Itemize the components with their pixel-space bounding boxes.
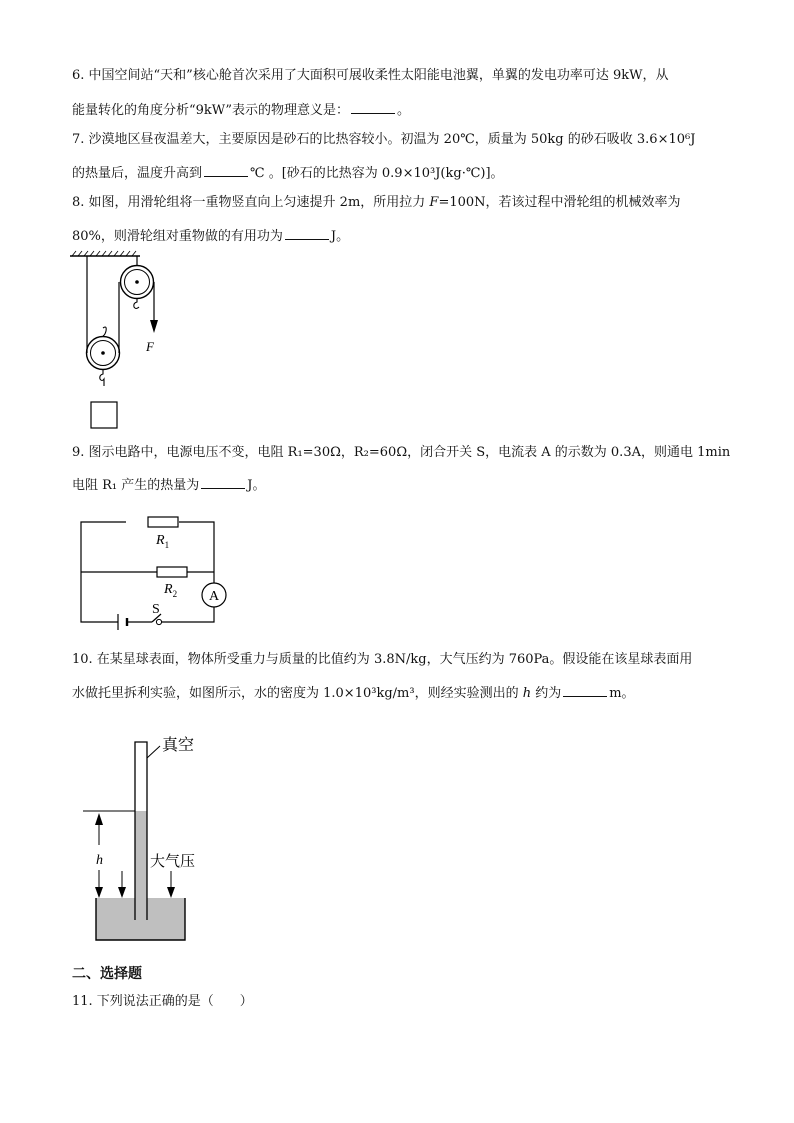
q10-end: m。 xyxy=(609,686,635,701)
pressure-arrow-right xyxy=(167,871,175,898)
r1-subscript: 1 xyxy=(164,540,170,550)
q6-line1: 6. 中国空间站“天和”核心舱首次采用了大面积可展收柔性太阳能电池翼，单翼的发电功率可达 9kW，从 xyxy=(72,68,669,83)
circuit-figure xyxy=(74,512,244,637)
q11-line1: 11. 下列说法正确的是（ ） xyxy=(72,994,253,1009)
h-label: h xyxy=(96,853,103,868)
water-column xyxy=(135,811,147,920)
q8-line1 xyxy=(72,194,681,212)
force-arrow xyxy=(150,320,158,333)
section-title: 二、选择题 xyxy=(72,966,142,982)
pressure-arrow-left xyxy=(118,871,126,898)
q9-line2 xyxy=(72,475,265,495)
q10-text: 水做托里拆利实验，如图所示，水的密度为 1.0×10³kg/m³，则经实验测出的 xyxy=(72,686,523,701)
r2-subscript: 2 xyxy=(172,589,178,599)
q6-answer-blank[interactable] xyxy=(351,100,395,114)
q10-line2 xyxy=(72,683,635,703)
q9-answer-blank[interactable] xyxy=(201,475,245,489)
battery xyxy=(118,614,127,630)
q8-text: 80%，则滑轮组对重物做的有用功为 xyxy=(72,229,283,244)
resistor-r2 xyxy=(157,567,187,577)
torricelli-figure xyxy=(80,735,220,945)
q10-text-mid: 约为 xyxy=(531,686,562,701)
q8-end: J。 xyxy=(330,229,350,244)
q8-text-a: 8. 如图，用滑轮组将一重物竖直向上匀速提升 2m，所用拉力 xyxy=(72,195,430,210)
ceiling xyxy=(70,251,140,256)
circuit-wires xyxy=(81,522,214,622)
q7-text: 的热量后，温度升高到 xyxy=(72,166,203,181)
pulley-figure xyxy=(70,250,170,435)
r1-label xyxy=(155,533,169,550)
vacuum-pointer xyxy=(147,746,160,758)
pulley-rope xyxy=(87,256,154,353)
r2-label xyxy=(163,582,177,599)
vacuum-label: 真空 xyxy=(162,737,195,754)
q8-line2 xyxy=(72,226,349,246)
ammeter-label: A xyxy=(209,589,220,604)
q7-line2 xyxy=(72,163,504,183)
q8-answer-blank[interactable] xyxy=(285,226,329,240)
q10-answer-blank[interactable] xyxy=(563,683,607,697)
q10-h-var: h xyxy=(522,686,532,701)
r2-letter: R xyxy=(164,582,173,597)
fixed-pulley xyxy=(121,256,154,309)
q6-text: 能量转化的角度分析“9kW”表示的物理意义是： xyxy=(72,103,350,118)
q6-line2 xyxy=(72,100,410,120)
q6-end: 。 xyxy=(397,103,411,118)
q7-answer-blank[interactable] xyxy=(204,163,248,177)
q9-text: 电阻 R₁ 产生的热量为 xyxy=(72,478,200,493)
weight-block xyxy=(91,402,117,428)
q10-line1: 10. 在某星球表面，物体所受重力与质量的比值约为 3.8N/kg，大气压约为 760Pa。假设能在该星球表面用 xyxy=(72,652,693,667)
q7-line1: 7. 沙漠地区昼夜温差大，主要原因是砂石的比热容较小。初温为 20℃，质量为 50kg 的砂石吸收 3.6×10⁶J xyxy=(72,132,696,147)
q9-end: J。 xyxy=(247,478,266,493)
r1-letter: R xyxy=(156,533,165,548)
q8-text-b: =100N，若该过程中滑轮组的机械效率为 xyxy=(438,195,681,210)
force-label: F xyxy=(146,339,154,354)
q8-force-var: F xyxy=(429,195,439,210)
q9-line1: 9. 图示电路中，电源电压不变，电阻 R₁=30Ω，R₂=60Ω，闭合开关 S，电流表 A 的示数为 0.3A，则通电 1min xyxy=(72,445,731,460)
pressure-label: 大气压 xyxy=(150,854,196,870)
movable-pulley xyxy=(87,327,120,386)
resistor-r1 xyxy=(148,517,178,527)
q7-end: ℃ 。[砂石的比热容为 0.9×10³J(kg·℃)]。 xyxy=(250,166,504,181)
switch-label: S xyxy=(152,602,160,617)
